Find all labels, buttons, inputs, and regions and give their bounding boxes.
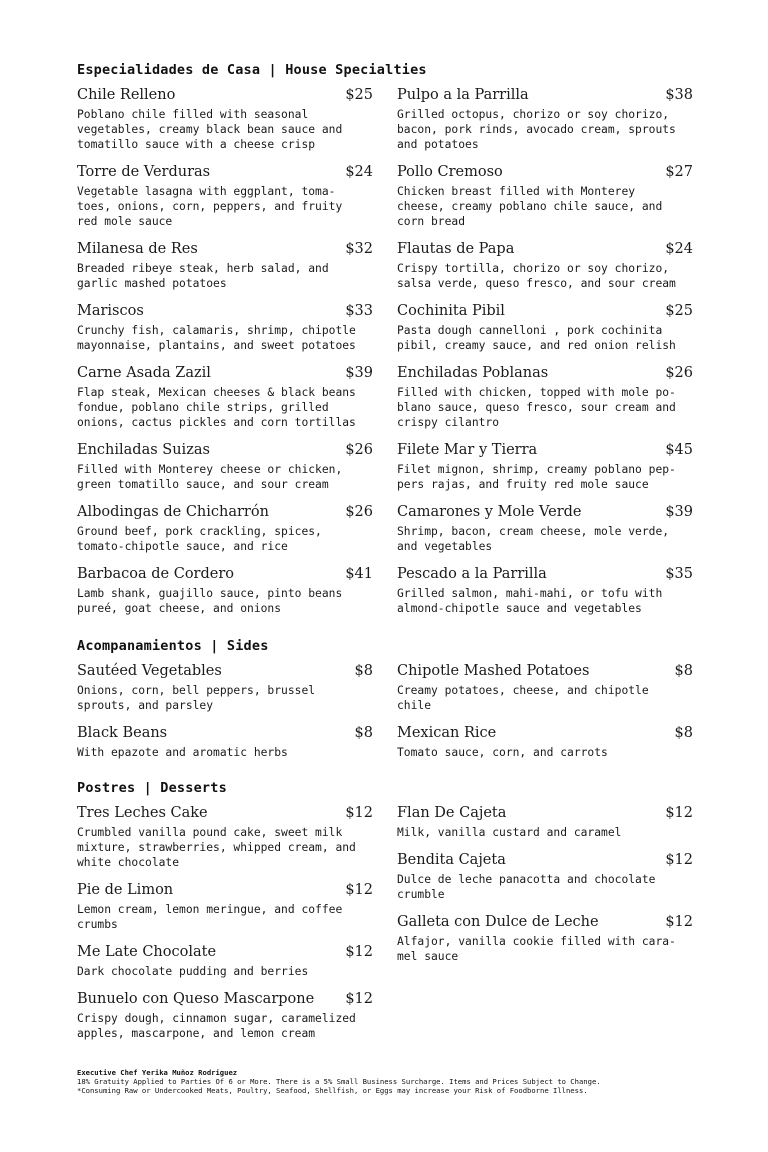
menu-item-name: Flautas de Papa [397,241,515,257]
menu-item-price: $8 [674,725,693,741]
menu-item-header [397,725,693,741]
menu-item-description: Lamb shank, guajillo sauce, pinto beans pureé, goat cheese, and onions [77,587,343,615]
menu-item-header [397,914,693,930]
sides-right-column [397,663,693,772]
menu-item-description: Dulce de leche panacotta and chocolate crumble [397,873,656,901]
menu-item-header [397,663,693,679]
menu-item-price: $8 [354,725,373,741]
menu-item-description: Grilled salmon, mahi-mahi, or tofu with almond-chipotle sauce and vegetables [397,587,663,615]
menu-item-name: Bendita Cajeta [397,852,506,868]
menu-item-price: $24 [665,241,693,257]
menu-item-description: Breaded ribeye steak, herb salad, and garlic mashed potatoes [77,262,329,290]
menu-item [77,991,373,1041]
menu-item-price: $25 [345,87,373,103]
menu-item-description: Filled with Monterey cheese or chicken, green tomatillo sauce, and sour cream [77,463,343,491]
menu-item-header [397,852,693,868]
desserts-left-column [77,805,373,1053]
menu-item [397,442,693,492]
menu-item-name: Barbacoa de Cordero [77,566,235,582]
menu-item-price: $12 [665,914,693,930]
menu-item-name: Pollo Cremoso [397,164,503,180]
menu-item [77,566,373,616]
house-right-column [397,87,693,628]
menu-item-description: Crispy dough, cinnamon sugar, caramelized apples, mascarpone, and lemon cream [77,1012,356,1040]
menu-item-price: $12 [345,991,373,1007]
menu-item-price: $35 [665,566,693,582]
menu-item-description: Grilled octopus, chorizo or soy chorizo, bacon, pork rinds, avocado cream, sprouts and potatoes [397,108,676,151]
menu-item-header [77,882,373,898]
menu-item-name: Milanesa de Res [77,241,198,257]
menu-item-header [397,442,693,458]
gratuity-note: 18% Gratuity Applied to Parties Of 6 or More. There is a 5% Small Business Surcharge. Items and Prices Subject to Change. [77,1077,601,1086]
menu-item [77,164,373,229]
section-title-house: Especialidades de Casa | House Specialties [77,62,427,78]
menu-item [397,87,693,152]
menu-item-name: Chile Relleno [77,87,176,103]
menu-item-description: Creamy potatoes, cheese, and chipotle chile [397,684,649,712]
menu-item-name: Me Late Chocolate [77,944,217,960]
menu-item [77,663,373,713]
menu-item-header [397,241,693,257]
menu-item-description: Tomato sauce, corn, and carrots [397,746,608,759]
menu-item-description: Dark chocolate pudding and berries [77,965,309,978]
consumption-warning: *Consuming Raw or Undercooked Meats, Poultry, Seafood, Shellfish, or Eggs may increase your Risk of Foodborne Illness. [77,1086,588,1095]
desserts-right-column [397,805,693,1053]
menu-item [77,504,373,554]
menu-item-name: Camarones y Mole Verde [397,504,582,520]
menu-item-header [77,365,373,381]
menu-item-header [77,303,373,319]
menu-item-name: Bunuelo con Queso Mascarpone [77,991,315,1007]
menu-item-description: Pasta dough cannelloni , pork cochinita pibil, creamy sauce, and red onion relish [397,324,676,352]
menu-item-header [77,87,373,103]
menu-footer [77,1068,717,1095]
menu-item-description: Onions, corn, bell peppers, brussel sprouts, and parsley [77,684,316,712]
menu-item-price: $8 [674,663,693,679]
menu-item-header [397,805,693,821]
menu-item [397,566,693,616]
menu-item-price: $32 [345,241,373,257]
menu-item-name: Enchiladas Suizas [77,442,210,458]
menu-item-header [397,303,693,319]
menu-item-description: Vegetable lasagna with eggplant, toma- toes, onions, corn, peppers, and fruity red mole sauce [77,185,343,228]
menu-item [77,805,373,870]
menu-item-name: Sautéed Vegetables [77,663,222,679]
menu-item-header [77,805,373,821]
menu-item-name: Torre de Verduras [77,164,211,180]
menu-item [397,164,693,229]
menu-item [397,663,693,713]
menu-item-name: Mexican Rice [397,725,497,741]
menu-item [77,241,373,291]
menu-item-description: Milk, vanilla custard and caramel [397,826,622,839]
menu-item [397,303,693,353]
menu-item-description: Alfajor, vanilla cookie filled with cara- mel sauce [397,935,676,963]
house-specialties-section [77,62,693,628]
menu-item-price: $39 [665,504,693,520]
menu-item-price: $45 [665,442,693,458]
menu-item [77,725,373,760]
menu-item-header [77,663,373,679]
menu-item-header [77,725,373,741]
menu-item-name: Pie de Limon [77,882,174,898]
menu-item-description: Ground beef, pork crackling, spices, tomato-chipotle sauce, and rice [77,525,322,553]
menu-item-price: $12 [345,944,373,960]
menu-page [77,62,693,1053]
menu-item-name: Flan De Cajeta [397,805,507,821]
menu-item-description: Flap steak, Mexican cheeses & black beans fondue, poblano chile strips, grilled onions, cactus pickles and corn tortillas [77,386,356,429]
menu-item-name: Mariscos [77,303,144,319]
menu-item-header [397,504,693,520]
menu-item [397,852,693,902]
menu-item-price: $12 [345,805,373,821]
menu-item-name: Tres Leches Cake [77,805,208,821]
section-title-sides: Acompanamientos | Sides [77,638,269,654]
chef-credit: Executive Chef Yerika Muñoz Rodriguez [77,1068,238,1077]
sides-left-column [77,663,373,772]
menu-item [397,805,693,840]
menu-item-header [77,991,373,1007]
menu-item-price: $41 [345,566,373,582]
menu-item-price: $12 [345,882,373,898]
menu-item-description: Crunchy fish, calamaris, shrimp, chipotle mayonnaise, plantains, and sweet potatoes [77,324,356,352]
menu-item-name: Enchiladas Poblanas [397,365,549,381]
menu-item-description: Crispy tortilla, chorizo or soy chorizo, salsa verde, queso fresco, and sour cream [397,262,676,290]
sides-section [77,638,693,772]
menu-item [77,944,373,979]
menu-item-name: Albodingas de Chicharrón [77,504,269,520]
house-left-column [77,87,373,628]
menu-item-name: Pulpo a la Parrilla [397,87,529,103]
section-title-desserts: Postres | Desserts [77,780,227,796]
menu-item-header [397,566,693,582]
menu-item-price: $39 [345,365,373,381]
menu-item [77,365,373,430]
menu-item [397,914,693,964]
menu-item-price: $27 [665,164,693,180]
menu-item-price: $26 [345,442,373,458]
menu-item [397,725,693,760]
menu-item-name: Cochinita Pibil [397,303,505,319]
menu-item-price: $26 [345,504,373,520]
menu-item-header [77,944,373,960]
menu-item [77,442,373,492]
menu-item-name: Chipotle Mashed Potatoes [397,663,590,679]
menu-item [77,882,373,932]
menu-item-header [397,164,693,180]
menu-item-description: Filled with chicken, topped with mole po- blano sauce, queso fresco, sour cream and crispy cilantro [397,386,676,429]
menu-item-header [397,365,693,381]
menu-item-price: $25 [665,303,693,319]
menu-item-description: Filet mignon, shrimp, creamy poblano pep- pers rajas, and fruity red mole sauce [397,463,676,491]
menu-item-name: Black Beans [77,725,168,741]
menu-item [77,87,373,152]
menu-item-description: Chicken breast filled with Monterey cheese, creamy poblano chile sauce, and corn bread [397,185,663,228]
menu-item-header [397,87,693,103]
menu-item-name: Carne Asada Zazil [77,365,211,381]
desserts-section [77,780,693,1053]
menu-item-description: Crumbled vanilla pound cake, sweet milk mixture, strawberries, whipped cream, and white chocolate [77,826,356,869]
menu-item-name: Filete Mar y Tierra [397,442,538,458]
menu-item-header [77,241,373,257]
menu-item-price: $12 [665,852,693,868]
menu-item-header [77,566,373,582]
menu-item-price: $38 [665,87,693,103]
menu-item-price: $26 [665,365,693,381]
menu-item-header [77,504,373,520]
menu-item-description: With epazote and aromatic herbs [77,746,288,759]
menu-item-price: $24 [345,164,373,180]
menu-item-description: Lemon cream, lemon meringue, and coffee crumbs [77,903,343,931]
menu-item-price: $8 [354,663,373,679]
menu-item-price: $12 [665,805,693,821]
menu-item-header [77,164,373,180]
menu-item-description: Shrimp, bacon, cream cheese, mole verde, and vegetables [397,525,670,553]
menu-item [397,504,693,554]
menu-item [397,365,693,430]
menu-item [397,241,693,291]
menu-item [77,303,373,353]
menu-item-header [77,442,373,458]
menu-item-description: Poblano chile filled with seasonal vegetables, creamy black bean sauce and tomatillo sauce with a cheese crisp [77,108,343,151]
menu-item-name: Galleta con Dulce de Leche [397,914,599,930]
menu-item-price: $33 [345,303,373,319]
menu-item-name: Pescado a la Parrilla [397,566,547,582]
